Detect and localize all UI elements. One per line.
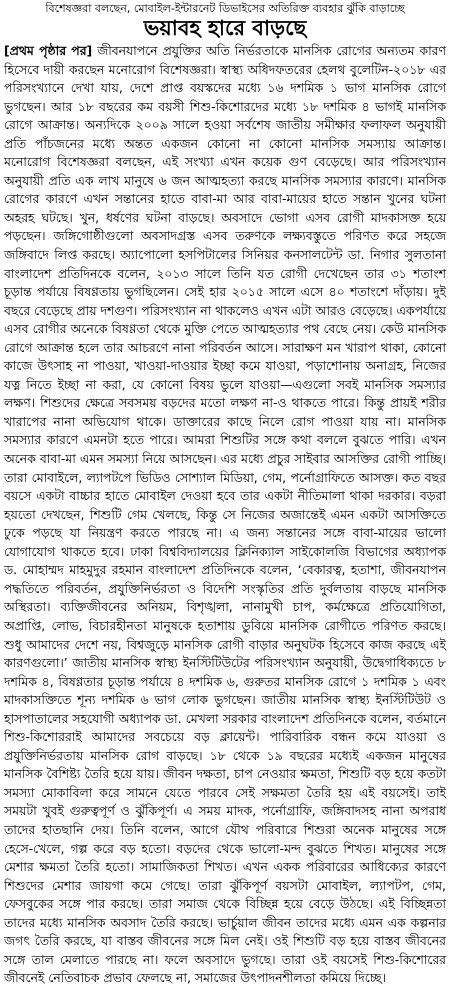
article-body-text: জীবনযাপনে প্রযুক্তির অতি নির্ভরতাকে মানসিক রোগের অন্যতম কারণ হিসেবে দায়ী করছেন মনোরোগ বিশেষজ্ঞরা। স্বাস্থ্য অধিদফতরের হেলথ বুলেটিন-২০১৮ এর পরিসংখ্যানে দেখা যায়, দেশে প্রাপ্ত বয়স্কদের মধ্যে ১৬ দশমিক ১ ভাগ মানসিক রোগে ভুগছেন। আর ১৮ বছরের কম বয়সী শিশু-কিশোরদের মধ্যে ১৮ দশমিক ৪ ভাগই মানসিক রোগে আক্রান্ত। অন্যদিকে ২০০৯ সালে হওয়া সর্বশেষ জাতীয় সমীক্ষার ফলাফল অনুযায়ী প্রতি পাঁচজনের মধ্যে অন্তত একজন কোনো না কোনো মানসিক সমস্যায় আক্রান্ত। মনোরোগ বিশেষজ্ঞরা বলছেন, এই সংখ্যা এখন কয়েক গুণ বেড়েছে। আর পরিসংখ্যান অনুযায়ী প্রতি এক লাখ মানুষে ৬ জন আত্মহত্যা করছে মানসিক সমস্যার কারণে। মানসিক রোগের কারণে এখন সন্তানের হাতে বাবা-মা আর বাবা-মায়ের হাতে সন্তান খুনের ঘটনা অহরহ ঘটছে। খুন, ধর্ষণের ঘটনা বাড়ছে। অবসাদে ভোগা এসব রোগী মাদকাসক্ত হয়ে পড়ছেন। জঙ্গিগোষ্ঠীগুলো অবসাদগ্রস্ত এসব তরুণকে লক্ষ্যবস্তুতে পরিণত করে সহজে জঙ্গিবাদে লিপ্ত করছে। অ্যাপোলো হসপিটালের সিনিয়র কনসালটেন্ট ডা. নিগার সুলতানা বাংলাদেশ প্রতিদিনকে বলেন, ২০১৩ সালে তিনি যত রোগী দেখেছেন তার ৩১ শতাংশ চূড়ান্ত পর্যায়ে বিষণ্ণতায় ভুগছিলেন। সেই হার ২০১৫ সালে এসে ৪০ শতাংশে দাঁড়ায়। দুই বছরে বেড়েছে প্রায় দশগুণ। পরিসংখ্যান না থাকলেও এখন এটা আরও বেড়েছে। একপর্যায়ে এসব রোগীর অনেকে বিষণ্ণতা থেকে মুক্তি পেতে আত্মহত্যার পথ বেছে নেয়। কেউ মানসিক রোগে আক্রান্ত হলে তার আচরণে নানা পরিবর্তন আসে। সারাক্ষণ মন খারাপ থাকা, কোনো কাজে উৎসাহ না পাওয়া, খাওয়া-দাওয়ার ইচ্ছা কমে যাওয়া, পড়াশোনায় অনাগ্রহ, নিজের যত্ন নিতে ইচ্ছা না করা, যে কোনো বিষয় ভুলে যাওয়া—এগুলো সবই মানসিক সমস্যার লক্ষণ। শিশুদের ক্ষেত্রে সবসময় বড়দের মতো লক্ষণ না-ও থাকতে পারে। কিন্তু প্রায়ই শরীর খারাপের নানা অভিযোগ থাকে। ডাক্তারের কাছে নিলে রোগ পাওয়া যায় না। মানসিক সমস্যার কারণে এমনটা হতে পারে। আমরা শিশুটির সঙ্গে কথা বললে বুঝতে পারি। এখন অনেক বাবা-মা এমন সমস্যা নিয়ে আসছেন। এর মধ্যে প্রচুর সাইবার আসক্তির রোগী পাচ্ছি। তারা মোবাইলে, ল্যাপটপে ভিডিও সোশ্যাল মিডিয়া, গেম, পর্নোগ্রাফিতে আসক্ত। কত বছর বয়সে একটা বাচ্চার হাতে মোবাইল দেওয়া হবে তার একটা নীতিমালা থাকা দরকার। বড়রা হয়তো দেখছেন, শিশুটি গেম খেলছে, কিন্তু সে নিজের অজান্তেই এমন একটা আসক্তিতে ঢুকে পড়ছে যা নিয়ন্ত্রণ করতে পারছে না। এ জন্য সন্তানের সঙ্গে বাবা-মায়ের ভালো যোগাযোগ থাকতে হবে। ঢাকা বিশ্ববিদ্যালয়ের ক্লিনিক্যাল সাইকোলজি বিভাগের অধ্যাপক ড. মোহাম্মদ মাহমুদুর রহমান বাংলাদেশ প্রতিদিনকে বলেন, ‘বেকারত্ব, হতাশা, জীবনযাপন পদ্ধতিতে পরিবর্তন, প্রযুক্তিনির্ভরতা ও বিদেশি সংস্কৃতির প্রতি দুর্বলতায় বাড়ছে মানসিক অস্থিরতা। ব্যক্তিজীবনের অনিয়ম, বিশৃঙ্খলা, নানামুখী চাপ, কর্মক্ষেত্রে প্রতিযোগিতা, অপ্রাপ্তি, লোভ, বিচারহীনতা মানুষকে হতাশায় ডুবিয়ে মানসিক রোগীতে পরিণত করছে। শুধু আমাদের দেশে নয়, বিশ্বজুড়ে মানসিক রোগী বাড়ার অনুঘটক হিসেবে কাজ করছে এই কারণগুলো।’ জাতীয় মানসিক স্বাস্থ্য ইনস্টিটিউটের পরিসংখ্যান অনুযায়ী, উদ্বেগাধিক্যতে ৮ দশমিক ৪, বিষণ্ণতার চূড়ান্ত পর্যায়ে ৪ দশমিক ৬, গুরুতর মানসিক রোগে ১ দশমিক ১ এবং মাদকাসক্তিতে শূন্য দশমিক ৬ ভাগ লোক ভুগছেন। জাতীয় মানসিক স্বাস্থ্য ইনস্টিটিউট ও হাসপাতালের সহযোগী অধ্যাপক ডা. মেখলা সরকার বাংলাদেশ প্রতিদিনকে বলেন, বর্তমানে শিশু-কিশোররাই আমাদের সবচেয়ে বড় ক্লায়েন্ট। পারিবারিক বন্ধন কমে যাওয়া ও প্রযুক্তিনির্ভরতায় মানসিক রোগ বাড়ছে। ১৮ থেকে ১৯ বছরের মধ্যেই একজন মানুষের মানসিক বৈশিষ্ট্য তৈরি হয়ে যায়। জীবন দক্ষতা, চাপ নেওয়ার ক্ষমতা, শিশুটি বড় হয়ে কতটা সমস্যা মোকাবিলা করে সামনে যেতে পারবে সেই সক্ষমতা তৈরি হয় এই বয়সেই। তাই সময়টা খুবই গুরুত্বপূর্ণ ও ঝুঁকিপূর্ণ। এ সময় মাদক, পর্নোগ্রাফি, জঙ্গিবাদসহ নানা অপরাধ তাদের হাতছানি দেয়। তিনি বলেন, আগে যৌথ পরিবারে শিশুরা অনেক মানুষের সঙ্গে হেসে-খেলে, গল্প করে বড় হতো। বড়দের থেকে ভালো-মন্দ বুঝতে শিখত। মানুষের সঙ্গে মেশার ক্ষমতা তৈরি হতো। সামাজিকতা শিখত। এখন একক পরিবারের আধিক্যের কারণে শিশুদের মেশার জায়গা কমে গেছে। তারা ঝুঁকিপূর্ণ বয়সটা মোবাইল, ল্যাপটপ, গেম, ফেসবুকের সঙ্গে পার করছে। তারা সমাজ থেকে বিচ্ছিন্ন হয়ে বেড়ে উঠছে। এই বিচ্ছিন্নতা তাদের মধ্যে মানসিক অবসাদ তৈরি করছে। ভার্চুয়াল জীবন তাদের মধ্যে এমন এক কল্পনার জগৎ তৈরি করছে, যা বাস্তব জীবনের সঙ্গে মিল নেই। ওই শিশুটি বড় হয়ে বাস্তব জীবনের সঙ্গে তাল মেলাতে পারছে না। ফলে অবসাদে ভুগছে। তারা ওই বয়সেই শিশু-কিশোরের জীবনেই নেতিবাচক প্রভাব ফেলছে না, সমাজের উৎপাদনশীলতা কমিয়ে দিচ্ছে। — [4, 43, 446, 986]
article-kicker: বিশেষজ্ঞরা বলছেন, মোবাইল-ইন্টারনেট ডিভাইসের অতিরিক্ত ব্যবহার ঝুঁকি বাড়াচ্ছে — [45, 2, 405, 15]
article-headline: ভয়াবহ হারে বাড়ছে — [143, 16, 307, 40]
continued-tag: [প্রথম পৃষ্ঠার পর] — [4, 43, 93, 58]
article-body — [4, 42, 446, 988]
